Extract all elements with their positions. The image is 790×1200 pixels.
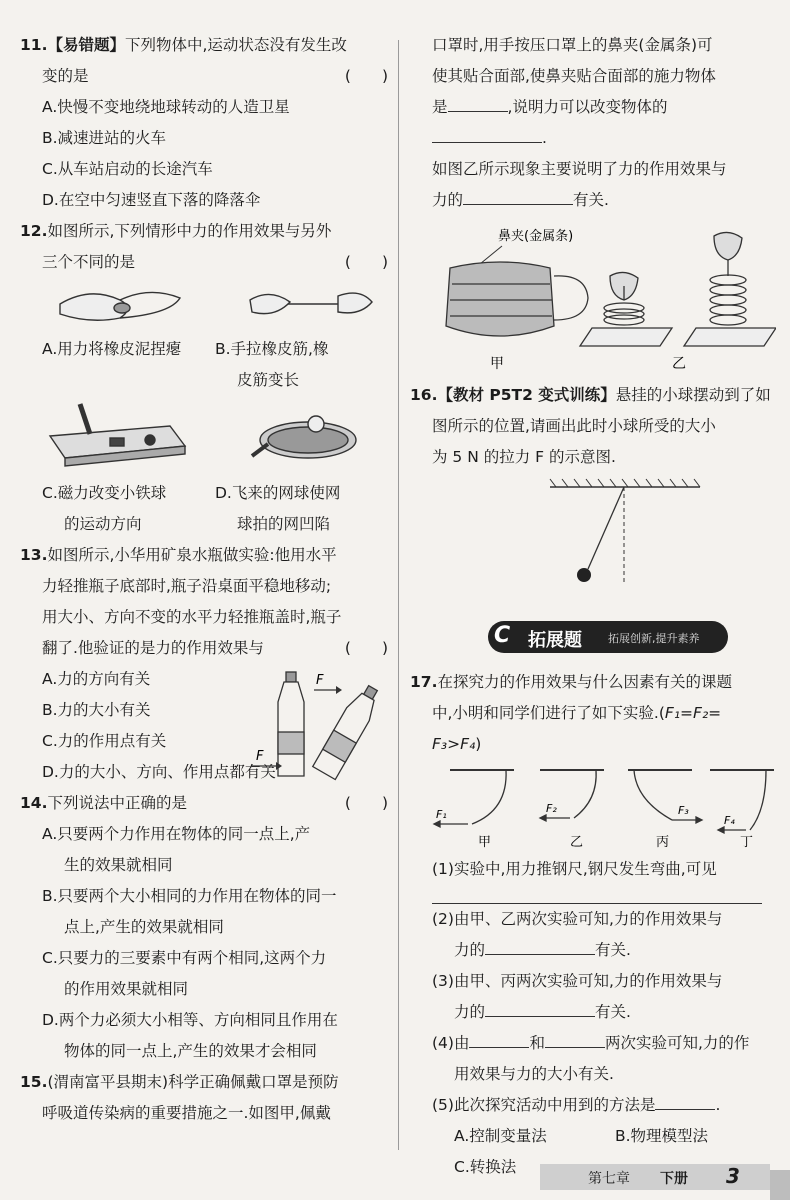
question-13: 13.如图所示,小华用矿泉水瓶做实验:他用水平 力轻推瓶子底部时,瓶子沿桌面平稳地移动; 用大小、方向不变的水平力轻推瓶盖时,瓶子 翻了.他验证的是力的作用效果与 ( ) A.力的方向有关 B.力的大小有关 C.力的作用点有关 D.力的大小、方向、作用点都有关 F F: [20, 540, 388, 788]
figure-caption: 丁: [740, 835, 754, 850]
question-number: 15.: [20, 1073, 48, 1091]
book-label: 下册: [660, 1171, 688, 1187]
answer-blank[interactable]: [463, 188, 573, 205]
force-label: F: [316, 673, 324, 688]
sub-question-5: (5)此次探究活动中用到的方法是 .: [410, 1090, 776, 1121]
answer-blank[interactable]: [485, 938, 595, 955]
answer-paren: ( ): [344, 639, 388, 657]
option-a: A.力的方向有关: [42, 670, 151, 688]
question-stem: 变的是: [42, 67, 89, 85]
face-mask-figure: [446, 262, 588, 336]
option-d: D.两个力必须大小相等、方向相同且作用在: [42, 1011, 338, 1029]
answer-blank[interactable]: [545, 1031, 605, 1048]
option-b: B.力的大小有关: [42, 701, 151, 719]
figure-caption: 乙: [672, 356, 686, 372]
question-tag: 【易错题】: [47, 36, 125, 54]
figure-caption: 乙: [570, 835, 584, 850]
tennis-racket-figure: [252, 416, 356, 458]
question-16: 16.【教材 P5T2 变式训练】悬挂的小球摆动到了如 图所示的位置,请画出此时小球所受的大小 为 5 N 的拉力 F 的示意图.: [410, 380, 776, 607]
figure-magnet-racket-row: [20, 396, 388, 474]
option-a: A.快慢不变地绕地球转动的人造卫星: [42, 98, 290, 116]
ball: [577, 568, 591, 582]
sub-question-2: (2)由甲、乙两次实验可知,力的作用效果与: [432, 910, 723, 928]
left-column: [20, 30, 388, 1129]
answer-blank[interactable]: [448, 95, 508, 112]
question-number: 17.: [410, 673, 438, 691]
pendulum-figure[interactable]: [410, 473, 776, 603]
force-label: F₄: [724, 814, 735, 827]
question-number: 16.: [410, 386, 438, 404]
question-number: 13.: [20, 546, 48, 564]
option-b: B.只要两个大小相同的力作用在物体的同一: [42, 887, 337, 905]
question-number: 11.: [20, 36, 48, 54]
hands-pinching-clay-figure: [60, 292, 180, 320]
question-stem: 三个不同的是: [42, 253, 136, 271]
section-badge: [488, 621, 728, 653]
option-c: C.力的作用点有关: [42, 732, 167, 750]
magnet-track-figure: [50, 404, 185, 466]
ruler-bending-figure: [410, 760, 776, 850]
figure-caption: 丙: [656, 835, 670, 850]
option-c: C.从车站启动的长途汽车: [42, 160, 213, 178]
option-d: D.在空中匀速竖直下落的降落伞: [42, 191, 261, 209]
chapter-label: 第七章: [588, 1171, 630, 1187]
section-badge-letter: C: [494, 623, 511, 648]
option-b: B.物理模型法: [615, 1127, 709, 1145]
figure-hands-row: [20, 278, 388, 330]
section-header: [488, 621, 776, 661]
answer-blank[interactable]: [432, 885, 762, 904]
answer-blank[interactable]: [432, 126, 542, 143]
option-a: A.只要两个力作用在物体的同一点上,产: [42, 825, 311, 843]
hands-stretching-rubber-band-figure: [250, 293, 372, 314]
question-12: [20, 216, 388, 540]
option-d: D.力的大小、方向、作用点都有关: [42, 763, 276, 781]
force-label: F₂: [546, 802, 557, 815]
sub-question-1: (1)实验中,用力推钢尺,钢尺发生弯曲,可见: [432, 860, 717, 878]
figure-caption: 甲: [490, 356, 504, 372]
answer-paren: ( ): [344, 67, 388, 85]
question-stem: 如图所示,下列情形中力的作用效果与另外: [47, 222, 332, 240]
spring-compressed-figure: [580, 272, 672, 346]
figure-label: 鼻夹(金属条): [498, 229, 574, 244]
question-stem: 下列物体中,运动状态没有发生改: [124, 36, 347, 54]
option-b: B.减速进站的火车: [42, 129, 167, 147]
page-footer: [540, 1164, 770, 1190]
question-15-continued: 口罩时,用手按压口罩上的鼻夹(金属条)可 使其贴合面部,使鼻夹贴合面部的施力物体 是 ,说明力可以改变物体的. 如图乙所示现象主要说明了力的作用效果与 力的 有关. 鼻夹(金属条) 甲 乙: [410, 30, 776, 380]
spring-stretched-figure: [684, 232, 776, 346]
option-a: A.用力将橡皮泥捏瘪: [42, 340, 182, 358]
force-label: F₃: [678, 804, 689, 817]
option-a: A.控制变量法: [454, 1127, 547, 1145]
answer-blank[interactable]: [485, 1000, 595, 1017]
answer-paren: ( ): [344, 253, 388, 271]
figure-caption: 甲: [478, 835, 492, 850]
page-corner-tab: [770, 1170, 790, 1200]
answer-paren: ( ): [344, 794, 388, 812]
answer-blank[interactable]: [655, 1093, 715, 1110]
question-number: 12.: [20, 222, 48, 240]
right-column: [410, 30, 776, 1183]
section-subtitle: 拓展创新,提升素养: [608, 632, 700, 645]
question-17: 17.在探究力的作用效果与什么因素有关的课题 中,小明和同学们进行了如下实验.(F₁=F₂= F₃>F₄) F₁ F₂ F₃ F₄ 甲 乙 丙 丁 (1)实验中,用力推钢尺,钢尺发生弯曲,可见 (2)由甲、乙两次实验可知,力的作用效果与 力的 有关. (3)由甲、丙两次实验可知,力的作用效果与 力的 有关. (4)由 和 两次实验可知,力的作 用效果与力的大小有关. (5)此次探究活动中用到的方法是 . A.控制变量法 B.物理模型法 C.转换法: [410, 667, 776, 1183]
question-number: 14.: [20, 794, 48, 812]
page-number: 3: [726, 1164, 740, 1188]
option-c: C.只要力的三要素中有两个相同,这两个力: [42, 949, 327, 967]
question-14: 14.下列说法中正确的是 ( ) A.只要两个力作用在物体的同一点上,产 生的效果就相同 B.只要两个大小相同的力作用在物体的同一 点上,产生的效果就相同 C.只要力的三要素中有两个相同,这两个力 的作用效果就相同 D.两个力必须大小相等、方向相同且作用在 物体的同一点上,产生的效果才会相同: [20, 788, 388, 1067]
option-c: C.磁力改变小铁球 的运动方向: [42, 484, 167, 533]
section-title: 拓展题: [528, 630, 582, 651]
sub-question-3: (3)由甲、丙两次实验可知,力的作用效果与: [432, 972, 723, 990]
question-11: [20, 30, 388, 216]
mask-spring-figure: [410, 216, 776, 376]
question-tag: 【教材 P5T2 变式训练】: [437, 386, 616, 404]
force-label: F₁: [436, 808, 447, 821]
option-d: D.飞来的网球使网 球拍的网凹陷: [215, 484, 341, 533]
question-15-start: 15.(渭南富平县期末)科学正确佩戴口罩是预防 呼吸道传染病的重要措施之一.如图甲,佩戴: [20, 1073, 339, 1122]
bottle-push-figure: [250, 668, 380, 788]
sub-question-4: (4)由 和 两次实验可知,力的作: [410, 1028, 776, 1059]
force-label: F: [256, 749, 264, 764]
column-divider: [398, 40, 399, 1150]
answer-blank[interactable]: [469, 1031, 529, 1048]
option-b: B.手拉橡皮筋,橡 皮筋变长: [215, 340, 329, 389]
option-c: C.转换法: [454, 1158, 517, 1176]
